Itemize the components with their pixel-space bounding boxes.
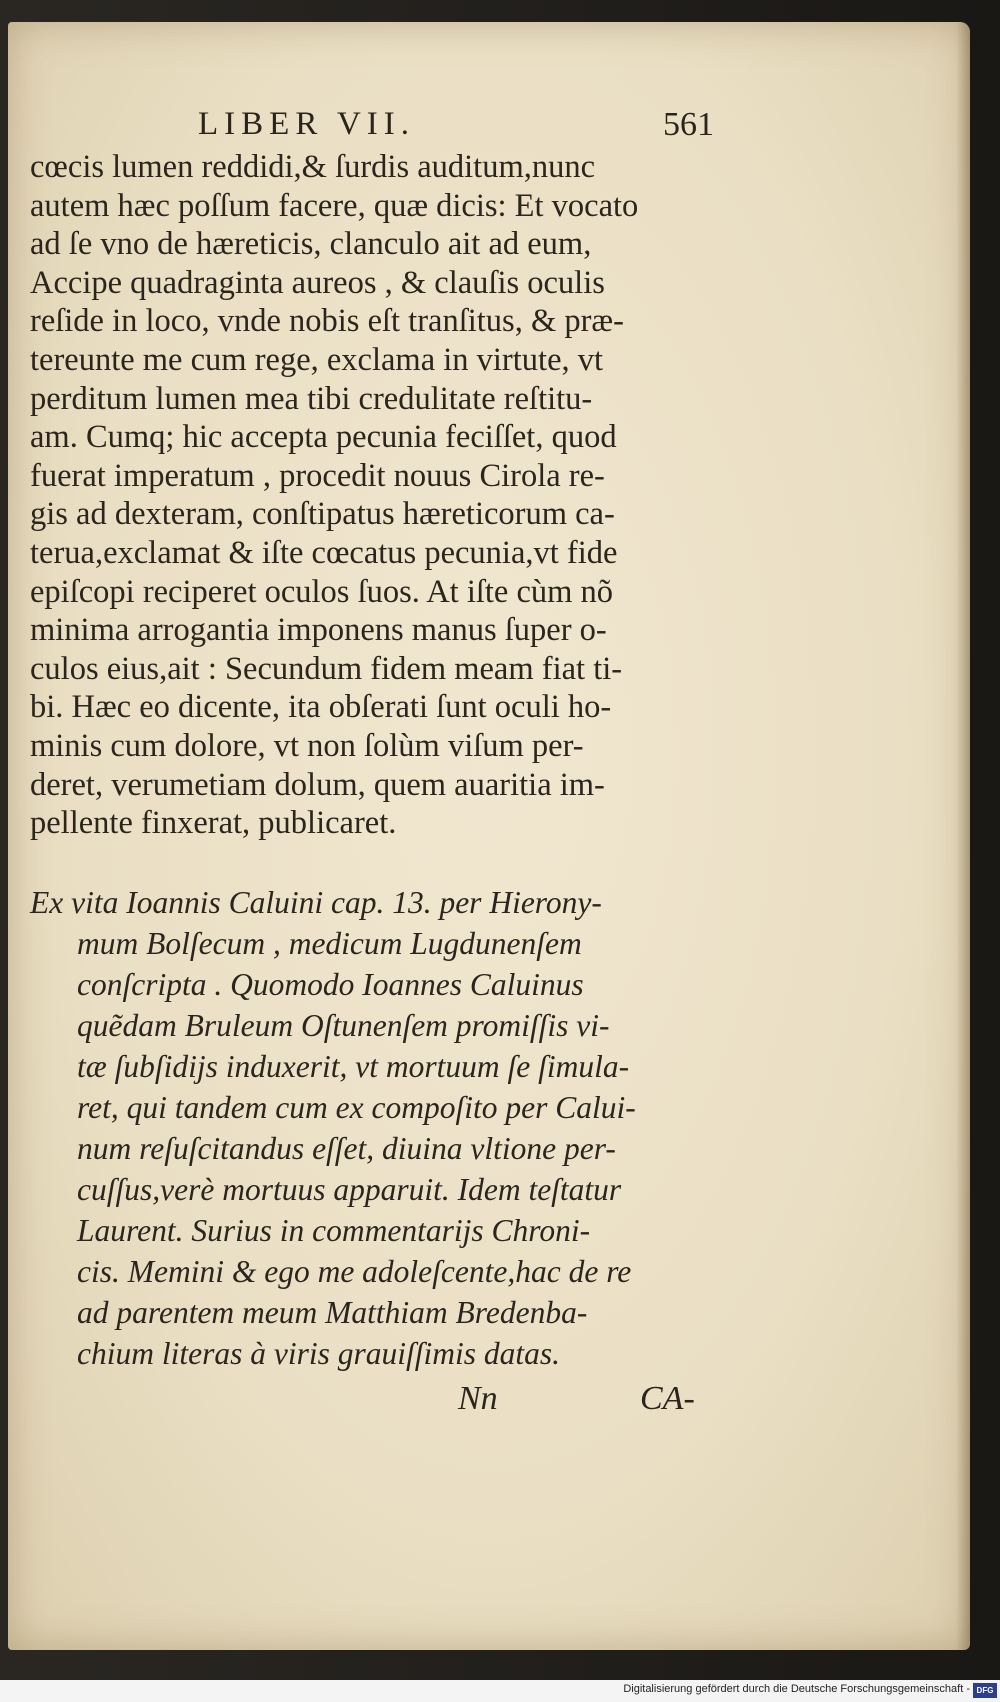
running-title: LIBER VII. [198,106,416,142]
text-line: am. Cumq; hic accepta pecunia feciſſet, quod [30,419,617,456]
text-line: deret, verumetiam dolum, quem auaritia im- [30,766,605,803]
running-head [8,84,970,144]
text-line: culos eius,ait : Secundum fidem meam fiat ti- [30,650,623,687]
citation-line: cis. Memini & ego me adoleſcente,hac de re [77,1254,632,1289]
catchword: CA- [640,1380,695,1417]
citation-line: quẽdam Bruleum Oſtunenſem promiſſis vi- [77,1008,610,1043]
text-line: tereunte me cum rege, exclama in virtute, vt [30,341,604,378]
citation-line: Ex vita Ioannis Caluini cap. 13. per Hierony- [30,885,602,920]
text-line: autem hæc poſſum facere, quæ dicis: Et vocato [30,187,639,224]
text-line: perditum lumen mea tibi credulitate reſtitu- [30,380,593,417]
page-number: 561 [663,106,714,143]
citation-line: conſcripta . Quomodo Ioannes Caluinus [77,967,584,1002]
main-text-block [30,148,750,843]
citation-line: cuſſus,verè mortuus apparuit. Idem teſtatur [77,1172,622,1207]
citation-line: ad parentem meum Matthiam Bredenba- [77,1295,588,1330]
text-line: bi. Hæc eo dicente, ita obſerati ſunt oculi ho- [30,689,612,726]
text-line: fuerat imperatum , procedit nouus Cirola re- [30,457,605,494]
text-line: minima arrogantia imponens manus ſuper o- [30,612,607,649]
text-line: Accipe quadraginta aureos , & clauſis oculis [30,264,605,301]
text-line: reſide in loco, vnde nobis eſt tranſitus, & præ- [30,303,624,340]
citation-line: mum Bolſecum , medicum Lugdunenſem [77,926,582,961]
text-line: pellente finxerat, publicaret. [30,805,397,842]
citation-line: num reſuſcitandus eſſet, diuina vltione per- [77,1131,616,1166]
footer-bar [0,1680,1000,1702]
text-line: cœcis lumen reddidi,& ſurdis auditum,nunc [30,149,596,185]
italic-citation-block [30,882,750,1374]
text-line: terua,exclamat & iſte cœcatus pecunia,vt fide [30,534,618,571]
citation-line: ret, qui tandem cum ex compoſito per Calui- [77,1090,636,1125]
funding-notice: Digitalisierung gefördert durch die Deutsche Forschungsgemeinschaft - [623,1683,970,1695]
citation-line: Laurent. Surius in commentarijs Chroni- [77,1213,591,1248]
text-line: ad ſe vno de hæreticis, clanculo ait ad eum, [30,226,592,263]
signature-mark: Nn [458,1380,498,1417]
dfg-logo: DFG [973,1683,997,1698]
citation-line: chium literas à viris grauiſſimis datas. [77,1336,561,1371]
text-line: minis cum dolore, vt non ſolùm viſum per- [30,727,584,764]
book-page [8,22,970,1650]
text-line: epiſcopi reciperet oculos ſuos. At iſte cùm nõ [30,573,614,610]
citation-line: tæ ſubſidijs induxerit, vt mortuum ſe ſimula- [77,1049,630,1084]
text-line: gis ad dexteram, conſtipatus hæreticorum ca- [30,496,615,533]
catchword-line [8,1380,970,1426]
